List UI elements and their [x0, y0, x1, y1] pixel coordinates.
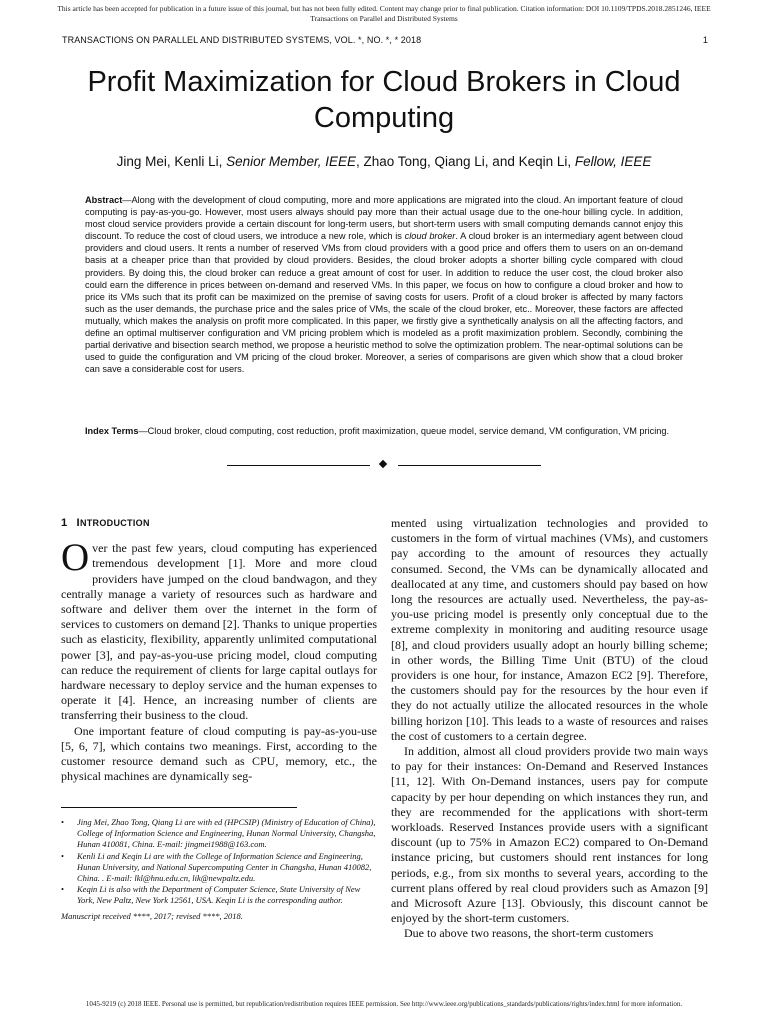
footnote-bullet: • [61, 850, 64, 861]
section-heading [61, 516, 377, 531]
index-terms-label: Index Terms [85, 426, 139, 436]
author-line [40, 154, 728, 169]
manuscript-dates: Manuscript received ****, 2017; revised ****, 2018. [61, 910, 243, 921]
abstract-label: Abstract [85, 195, 123, 205]
intro-paragraph-3: mented using virtualization technologies and provided to customers in the form of virtual machines (VMs), and customers pay according to the amount of resources they actually consumed. Second, the VMs can be dynamically allocated and deallocated at any time, and customers should pay based on how long the resources are actually used. Nevertheless, the pay-as-you-use pricing model is presently only conceptual due to the extreme complexity in monitoring and auditing resource usage [8], and cloud providers usually adopt an hourly billing scheme; in other words, the Billing Time Unit (BTU) of the cloud providers is one hour, for instance, Amazon EC2 [9]. Therefore, the customers should pay for the resources by the hour even if they do not actually utilize the allocated resources in the whole billing horizon [10]. This leads to a waste of resources and raises the cost of customers to a certain degree. [391, 516, 708, 743]
abstract-emphasis: cloud broker [404, 231, 456, 242]
right-column [391, 516, 708, 942]
intro-paragraph-4: In addition, almost all cloud providers provide two main ways to pay for their instances: On-Demand and Reserved Instances [11, 12]. With On-Demand instances, users pay for compute capacity by per hour depending on which instances they run, and they are recommended for the applications with short-term workloads. Reserved Instances provide users with a significant discount (up to 75% in Amazon EC2) compared to On-Demand instance pricing, but customers should rent instances for long periods, e.g., from six months to several years, according to the current plans offered by real cloud providers such as Amazon [9] and Microsoft Azure [13]. Obviously, this discount cannot be enjoyed by the short-term customers. [391, 744, 708, 926]
drop-cap: O [61, 536, 90, 580]
intro-paragraph-1-text: ver the past few years, cloud computing has experienced tremendous development [1]. More and more cloud providers have jumped on the cloud bandwagon, and they centrally manage a variety of resources such as hardware and software and deliver them over the internet in the form of services to customers on demand [2]. Thanks to unique properties such as elasticity, flexibility, apparently unlimited computational power [3], and pay-as-you-use pricing model, cloud computing can reduce the requirement of clients for large capital outlays for hardware necessary to deploy service and the human expenses to operate it [4]. Hence, an increasing number of clients are transferring their business to the cloud. [61, 541, 377, 723]
section-number: 1 [61, 517, 68, 529]
footnote-bullet: • [61, 884, 64, 895]
page-number: 1 [702, 35, 708, 45]
left-column [61, 516, 377, 784]
footnote-text: Jing Mei, Zhao Tong, Qiang Li are with ed (HPCSIP) (Ministry of Education of China), College of Information Science and Engineering, Hunan Normal University, Changsha, Hunan 410081, China. E-mail: jingmei1988@163.com. [77, 817, 376, 850]
abstract-text-after: . A cloud broker is an intermediary agent between cloud providers and cloud users. It rents a number of reserved VMs from cloud providers with a good price and offers them to users on an on-demand basis at a cheaper price than that provided by cloud providers. Besides, the cloud broker adopts a shorter billing cycle compared with cloud providers. By doing this, the cloud broker can reduce a great amount of cost for user. In addition to reduce the user cost, the cloud broker also could earn the difference in prices between on-demand and reserved VMs. In this paper, we focus on how to configure a cloud broker and how to price its VMs such that its profit can be maximized on the premise of saving costs for users. Profit of a cloud broker is affected by many factors such as the user demands, the purchase price and the sales price of VMs, the scale of the cloud broker, etc.. Moreover, these factors are affected mutually, which makes the analysis on profit more complicated. In this paper, we firstly give a synthetically analysis on all the affecting factors, and define an optimal multiserver configuration and VM pricing problem which is modeled as a profit maximization problem. Secondly, combining the partial derivative and bisection search method, we propose a heuristic method to solve the optimization problem. The near-optimal solutions can be used to guide the configuration and VM pricing of the cloud broker. Moreover, a series of comparisons are given which show that a cloud broker can save a considerable cost for users. [85, 231, 683, 375]
publication-notice-line1: This article has been accepted for publication in a future issue of this journal, but has not been fully edited. Content may change prior to final publication. Citation information: DOI 10.1109/TPDS.2018.2851246, IEEE [57, 4, 711, 13]
paper-title: Profit Maximization for Cloud Brokers in Cloud Computing [87, 66, 681, 134]
footnote-item [61, 851, 377, 885]
author-role2: Fellow, IEEE [574, 154, 652, 169]
publication-notice-line2: Transactions on Parallel and Distributed Systems [310, 14, 458, 23]
separator-line-right [398, 465, 541, 466]
footnote-bullet: • [61, 817, 64, 827]
abstract [85, 194, 683, 375]
running-head [62, 35, 708, 45]
separator-line-left [227, 465, 370, 466]
diamond-icon [379, 460, 387, 468]
footnotes [61, 817, 377, 922]
journal-name: TRANSACTIONS ON PARALLEL AND DISTRIBUTED SYSTEMS, VOL. *, NO. *, * 2018 [62, 35, 422, 45]
footnote-item [61, 817, 377, 851]
authors-part1: Jing Mei, Kenli Li, [116, 154, 227, 169]
intro-paragraph-2: One important feature of cloud computing is pay-as-you-use [5, 6, 7], which contains two meanings. First, according to the customer resource demand such as CPU, memory, etc., the physical machines are dynamically seg- [61, 723, 377, 784]
author-role1: Senior Member, IEEE [226, 154, 356, 169]
copyright-notice: 1045-9219 (c) 2018 IEEE. Personal use is permitted, but republication/redistribution requires IEEE permission. See http://www.ieee.org/publications_standards/publications/rights/index.html for more information. [85, 1000, 683, 1008]
publication-notice [0, 4, 768, 24]
footnote-text: Keqin Li is also with the Department of Computer Science, State University of New York, New Paltz, New York 12561, USA. Keqin Li is the corresponding author. [77, 884, 361, 906]
authors-part2: , Zhao Tong, Qiang Li, and Keqin Li, [355, 154, 575, 169]
intro-paragraph-5: Due to above two reasons, the short-term customers [404, 926, 654, 941]
section-separator [227, 465, 541, 466]
footnote-text: Kenli Li and Keqin Li are with the College of Information Science and Engineering, Hunan University, and National Supercomputing Center in Changsha, Hunan 410082, China. . E-mail: lkl@hnu.edu.cn, lik@newpaltz.edu. [77, 850, 372, 884]
footnote-item [61, 884, 377, 906]
section-heading-first: I [76, 517, 80, 529]
index-terms-text: —Cloud broker, cloud computing, cost reduction, profit maximization, queue model, service demand, VM configuration, VM pricing. [138, 426, 670, 436]
intro-paragraph-1 [61, 536, 377, 723]
section-heading-rest: NTRODUCTION [79, 518, 150, 528]
footnote-rule [61, 807, 297, 808]
abstract-text-before: —Along with the development of cloud computing, more and more applications are migrated into the cloud. An important feature of cloud computing is pay-as-you-go. However, most users always should pay more than their actual usage due to the one-hour billing cycle. In addition, most cloud service providers provide a certain discount for long-term users, but short-term users with small computing demands cannot enjoy this discount. To reduce the cost of cloud users, we introduce a new role, which is [85, 195, 683, 242]
index-terms [85, 425, 683, 437]
